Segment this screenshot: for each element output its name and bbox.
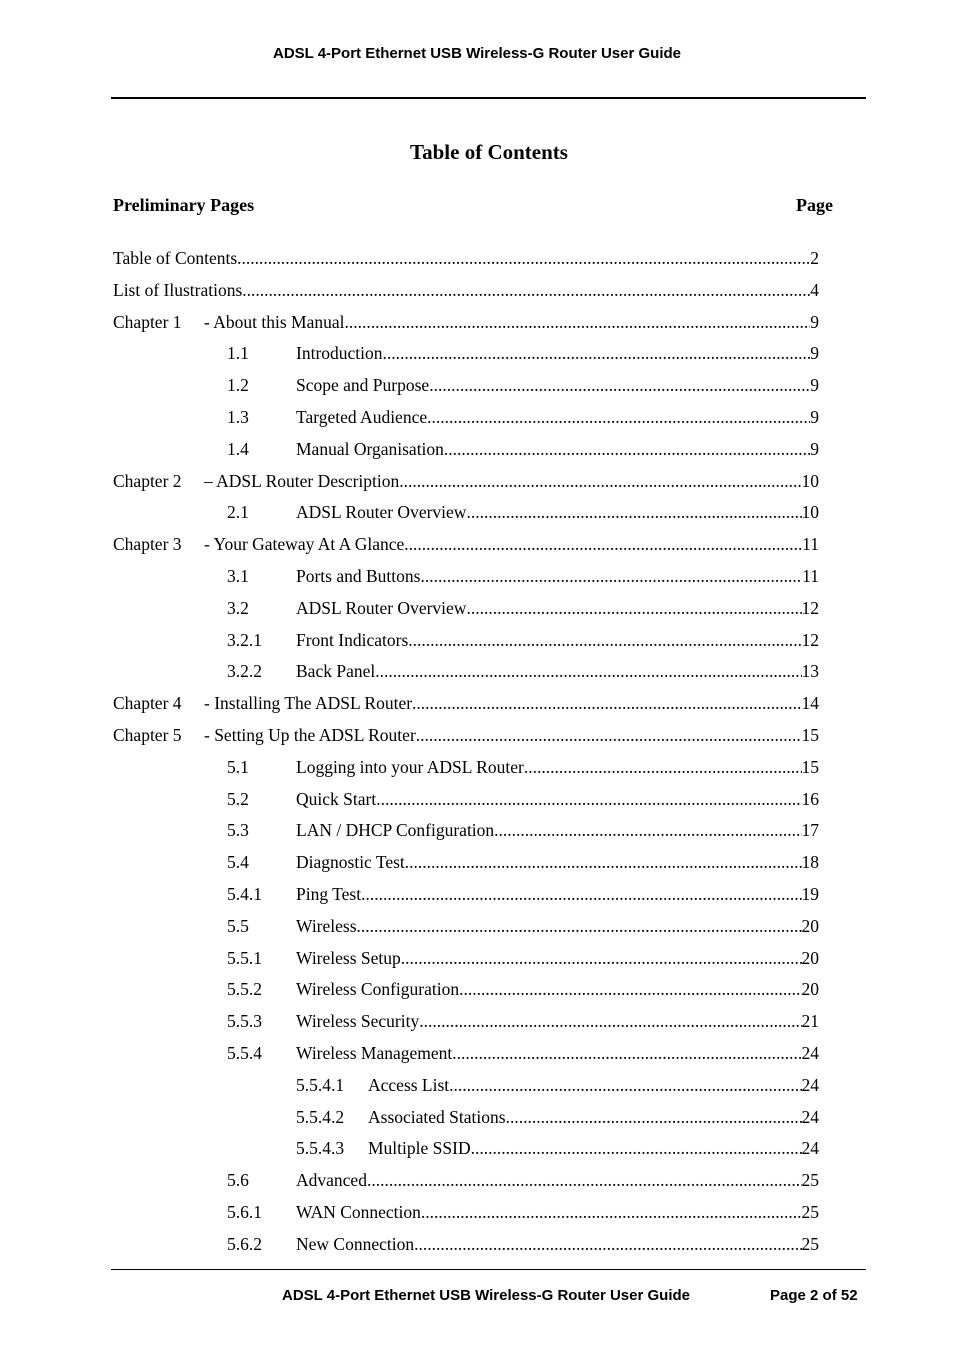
toc-entry-number: 1.1 (227, 343, 249, 364)
toc-entry[interactable] (227, 341, 819, 365)
toc-entry-page: 12 (801, 597, 819, 618)
toc-entry-title: Associated Stations (368, 1106, 506, 1127)
dot-leader (419, 1009, 801, 1033)
toc-entry-page: 25 (801, 1233, 819, 1254)
toc-entry-number: 5.5.1 (227, 947, 262, 968)
toc-entry[interactable] (227, 914, 819, 938)
toc-entry[interactable] (296, 1105, 819, 1129)
toc-entry-page: 24 (801, 1138, 819, 1159)
toc-entry-title: LAN / DHCP Configuration (296, 820, 495, 841)
dot-leader (471, 1136, 802, 1160)
toc-entry-number: 5.5.2 (227, 979, 262, 1000)
toc-entry-title: WAN Connection (296, 1202, 421, 1222)
toc-entry-page: 9 (810, 343, 819, 364)
toc-entry-page: 25 (801, 1202, 819, 1222)
footer-divider (111, 1269, 866, 1270)
dot-leader (416, 723, 802, 747)
toc-entry-title: Access List (368, 1074, 450, 1095)
toc-entry[interactable] (227, 659, 819, 683)
toc-entry-number: 5.5 (227, 915, 249, 936)
toc-entry-page: 20 (801, 979, 819, 1000)
toc-entry-number: 5.5.4.1 (296, 1074, 345, 1095)
toc-entry-number: 1.2 (227, 375, 249, 396)
dot-leader (383, 341, 811, 365)
toc-entry-title: Wireless (296, 915, 357, 936)
dot-leader (344, 310, 810, 334)
toc-entry[interactable] (227, 628, 819, 652)
toc-entry-number: 5.4 (227, 852, 249, 873)
dot-leader (412, 691, 801, 715)
toc-entry[interactable] (227, 1168, 819, 1192)
toc-entry-title: Logging into your ADSL Router (296, 756, 524, 777)
toc-entry-title: - About this Manual (204, 311, 345, 332)
dot-leader (444, 437, 810, 461)
toc-entry-page: 10 (801, 470, 819, 491)
toc-entry-page: 9 (810, 407, 819, 427)
dot-leader (357, 914, 802, 938)
toc-entry-page: 15 (801, 725, 819, 745)
toc-entry-title: Wireless Setup (296, 947, 401, 968)
toc-entry-number: 5.5.4.3 (296, 1138, 345, 1159)
toc-entry-number: 3.1 (227, 566, 249, 586)
toc-entry-page: 9 (810, 438, 819, 459)
dot-leader (414, 1232, 801, 1256)
toc-entry[interactable] (227, 596, 819, 620)
toc-entry-page: 4 (810, 279, 819, 300)
dot-leader (466, 500, 801, 524)
toc-entry-page: 9 (810, 311, 819, 332)
dot-leader (466, 596, 801, 620)
toc-entry-title: Wireless Configuration (296, 979, 460, 1000)
toc-entry-number: Chapter 3 (113, 534, 182, 555)
toc-entry-title: Table of Contents (113, 248, 238, 268)
toc-entry-number: 1.4 (227, 438, 249, 459)
toc-entry-number: Chapter 1 (113, 311, 182, 332)
toc-entry-title: Scope and Purpose (296, 375, 430, 396)
toc-entry-page: 14 (801, 693, 819, 714)
toc-entry-number: 5.4.1 (227, 884, 262, 904)
dot-leader (459, 977, 801, 1001)
toc-entry-number: 5.6 (227, 1170, 249, 1191)
toc-entry-page: 19 (801, 884, 819, 904)
toc-entry[interactable] (227, 882, 819, 906)
toc-entry-number: 5.2 (227, 788, 249, 809)
toc-entry-title: ADSL Router Overview (296, 502, 467, 523)
dot-leader (242, 278, 810, 302)
dot-leader (420, 564, 802, 588)
toc-entry-page: 25 (801, 1170, 819, 1191)
toc-entry-title: - Your Gateway At A Glance (204, 534, 405, 555)
toc-entry[interactable] (113, 723, 819, 747)
toc-entry-number: Chapter 4 (113, 693, 182, 714)
toc-entry-page: 11 (802, 534, 819, 555)
toc-entry-number: 5.6.2 (227, 1233, 262, 1254)
toc-entry-title: Manual Organisation (296, 438, 444, 459)
toc-entry-page: 2 (810, 248, 819, 268)
dot-leader (401, 946, 802, 970)
toc-entry[interactable] (227, 500, 819, 524)
toc-entry[interactable] (113, 691, 819, 715)
toc-entry-number: 5.3 (227, 820, 249, 841)
toc-entry-title: New Connection (296, 1233, 415, 1254)
dot-leader (452, 1041, 801, 1065)
toc-entry-title: Multiple SSID (368, 1138, 471, 1159)
toc-entry-title: Quick Start (296, 788, 377, 809)
toc-entry-number: 3.2.1 (227, 629, 262, 650)
toc-entry-page: 24 (801, 1106, 819, 1127)
toc-entry-page: 24 (801, 1074, 819, 1095)
toc-entry[interactable] (227, 946, 819, 970)
toc-entry-title: ADSL Router Overview (296, 597, 467, 618)
dot-leader (449, 1073, 801, 1097)
toc-entry-number: 3.2.2 (227, 661, 262, 682)
toc-entry-page: 11 (802, 566, 819, 586)
toc-entry[interactable] (227, 1009, 819, 1033)
toc-entry[interactable] (113, 246, 819, 270)
toc-entry[interactable] (227, 1232, 819, 1256)
footer-title: ADSL 4-Port Ethernet USB Wireless-G Router User Guide (282, 1287, 691, 1304)
toc-entry-title: Targeted Audience (296, 407, 428, 427)
dot-leader (375, 659, 801, 683)
dot-leader (506, 1105, 802, 1129)
dot-leader (524, 755, 802, 779)
toc-entry-title: Ping Test (296, 884, 362, 904)
toc-entry-page: 10 (801, 502, 819, 523)
toc-entry-title: Back Panel (296, 661, 376, 682)
toc-entry-page: 9 (810, 375, 819, 396)
toc-entry[interactable] (227, 787, 819, 811)
toc-entry-page: 17 (801, 820, 819, 841)
toc-entry-page: 24 (801, 1043, 819, 1063)
toc-heading: Table of Contents (410, 140, 568, 164)
toc-entry-number: 5.1 (227, 756, 249, 777)
toc-entry-title: Front Indicators (296, 629, 409, 650)
toc-entry[interactable] (296, 1073, 819, 1097)
toc-entry-title: - Installing The ADSL Router (204, 693, 413, 714)
toc-entry-page: 21 (801, 1011, 819, 1032)
toc-entry[interactable] (227, 818, 819, 842)
toc-entry-number: 2.1 (227, 502, 249, 523)
toc-entry-number: Chapter 5 (113, 725, 182, 745)
toc-entry-page: 20 (801, 947, 819, 968)
dot-leader (408, 628, 801, 652)
page-column-label: Page (796, 195, 833, 215)
toc-entry-number: 3.2 (227, 597, 249, 618)
toc-entry-page: 15 (801, 756, 819, 777)
toc-entry[interactable] (227, 373, 819, 397)
toc-entry[interactable] (113, 310, 819, 334)
toc-entry-number: 5.5.4.2 (296, 1106, 345, 1127)
toc-entry-number: 5.5.4 (227, 1043, 262, 1063)
toc-entry[interactable] (296, 1136, 819, 1160)
dot-leader (404, 532, 802, 556)
toc-entry[interactable] (227, 755, 819, 779)
toc-entry-number: 1.3 (227, 407, 249, 427)
dot-leader (421, 1200, 802, 1224)
toc-entry-title: List of Ilustrations (113, 279, 243, 300)
toc-entry[interactable] (227, 437, 819, 461)
toc-entry-title: Ports and Buttons (296, 566, 421, 586)
toc-entry-title: Diagnostic Test (296, 852, 405, 873)
toc-entry-title: Introduction (296, 343, 383, 364)
toc-entry[interactable] (113, 469, 819, 493)
toc-entry[interactable] (227, 977, 819, 1001)
toc-entry-title: Wireless Security (296, 1011, 420, 1032)
toc-entry-title: Advanced (296, 1170, 367, 1191)
toc-entry-title: Wireless Management (296, 1043, 453, 1063)
toc-entry[interactable] (227, 850, 819, 874)
toc-entry-number: 5.6.1 (227, 1202, 262, 1222)
dot-leader (429, 373, 810, 397)
toc-entry-page: 20 (801, 915, 819, 936)
toc-entry[interactable] (113, 532, 819, 556)
dot-leader (367, 1168, 802, 1192)
toc-entry-number: Chapter 2 (113, 470, 182, 491)
dot-leader (237, 246, 810, 270)
page-header-title: ADSL 4-Port Ethernet USB Wireless-G Router User Guide (272, 45, 681, 62)
toc-entry[interactable] (227, 405, 819, 429)
toc-entry-page: 13 (801, 661, 819, 682)
toc-entry-page: 12 (801, 629, 819, 650)
dot-leader (399, 469, 801, 493)
toc-entry[interactable] (227, 564, 819, 588)
toc-entry[interactable] (227, 1200, 819, 1224)
dot-leader (361, 882, 801, 906)
toc-entry-page: 16 (801, 788, 819, 809)
preliminary-pages-label: Preliminary Pages (113, 195, 255, 215)
dot-leader (405, 850, 802, 874)
toc-entry[interactable] (227, 1041, 819, 1065)
toc-entry-title: - Setting Up the ADSL Router (204, 725, 416, 745)
footer-page-number: Page 2 of 52 (770, 1287, 858, 1304)
toc-entry-page: 18 (801, 852, 819, 873)
toc-entry-number: 5.5.3 (227, 1011, 262, 1032)
dot-leader (427, 405, 810, 429)
dot-leader (376, 787, 801, 811)
toc-entry-title: – ADSL Router Description (204, 470, 400, 491)
toc-entry[interactable] (113, 278, 819, 302)
dot-leader (494, 818, 801, 842)
